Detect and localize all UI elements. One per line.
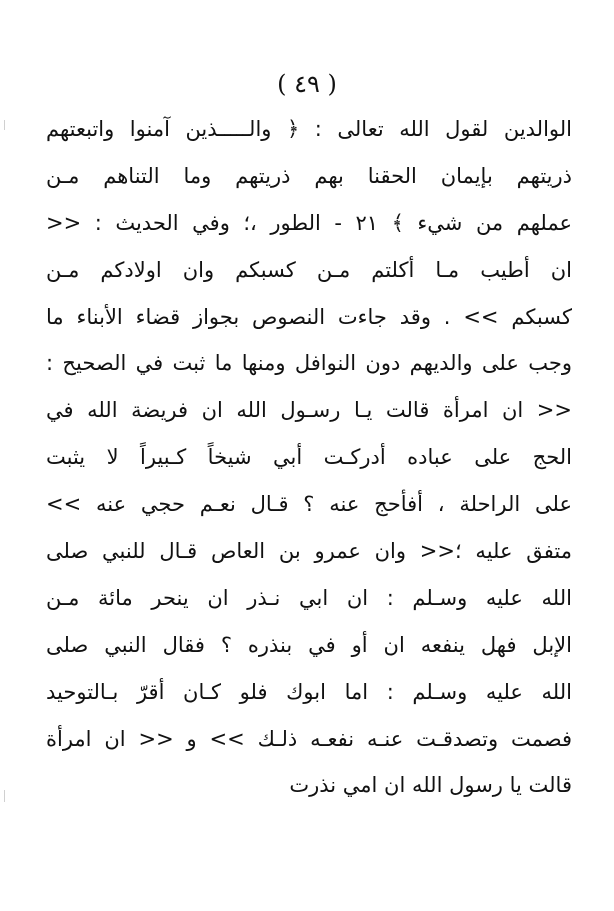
body-text xyxy=(46,106,572,809)
scan-edge-mark xyxy=(4,790,5,802)
text-line: << ان امرأة قالت يـا رسـول الله ان فريضة الله في xyxy=(46,398,572,423)
text-line: فصمت وتصدقـت عنـه نفعـه ذلـك >> و << ان امرأة xyxy=(46,726,572,751)
text-line: قالت يا رسول الله ان امي نذرت xyxy=(289,773,572,798)
scan-edge-mark xyxy=(4,120,5,130)
text-line: عملهم من شيء ﴾ ٢١ - الطور ،؛ وفي الحديث : << xyxy=(46,210,572,235)
text-line: ان أطيب مـا أكلتم مـن كسبكم وان اولادكم مـن xyxy=(46,257,572,282)
text-line: الله عليه وسـلم : اما ابوك فلو كـان أقرّ بـالتوحيد xyxy=(46,679,572,704)
text-line: الحج على عباده أدركـت أبي شيخاً كـبيراً لا يثبت xyxy=(46,445,572,470)
text-line: ذريتهم بإيمان الحقنا بهم ذريتهم وما التناهم مـن xyxy=(46,163,572,188)
text-line: متفق عليه ؛<< وان عمرو بن العاص قـال للنبي صلى xyxy=(46,539,572,564)
text-line: كسبكم >> . وقد جاءت النصوص بجواز قضاء الأبناء ما xyxy=(46,304,572,329)
text-line: الإبل فهل ينفعه ان أو في بنذره ؟ فقال النبي صلى xyxy=(46,632,572,657)
text-line: الوالدين لقول الله تعالى : ﴿ والـــــذين آمنوا واتبعتهم xyxy=(46,117,572,141)
page-number: ( ٤٩ ) xyxy=(277,70,337,98)
text-line: الله عليه وسـلم : ان ابي نـذر ان ينحر مائة مـن xyxy=(46,585,572,610)
text-line: على الراحلة ، أفأحج عنه ؟ قـال نعـم حجي عنه >> xyxy=(46,492,572,517)
text-line: وجب على والديهم دون النوافل ومنها ما ثبت في الصحيح : xyxy=(46,351,572,376)
